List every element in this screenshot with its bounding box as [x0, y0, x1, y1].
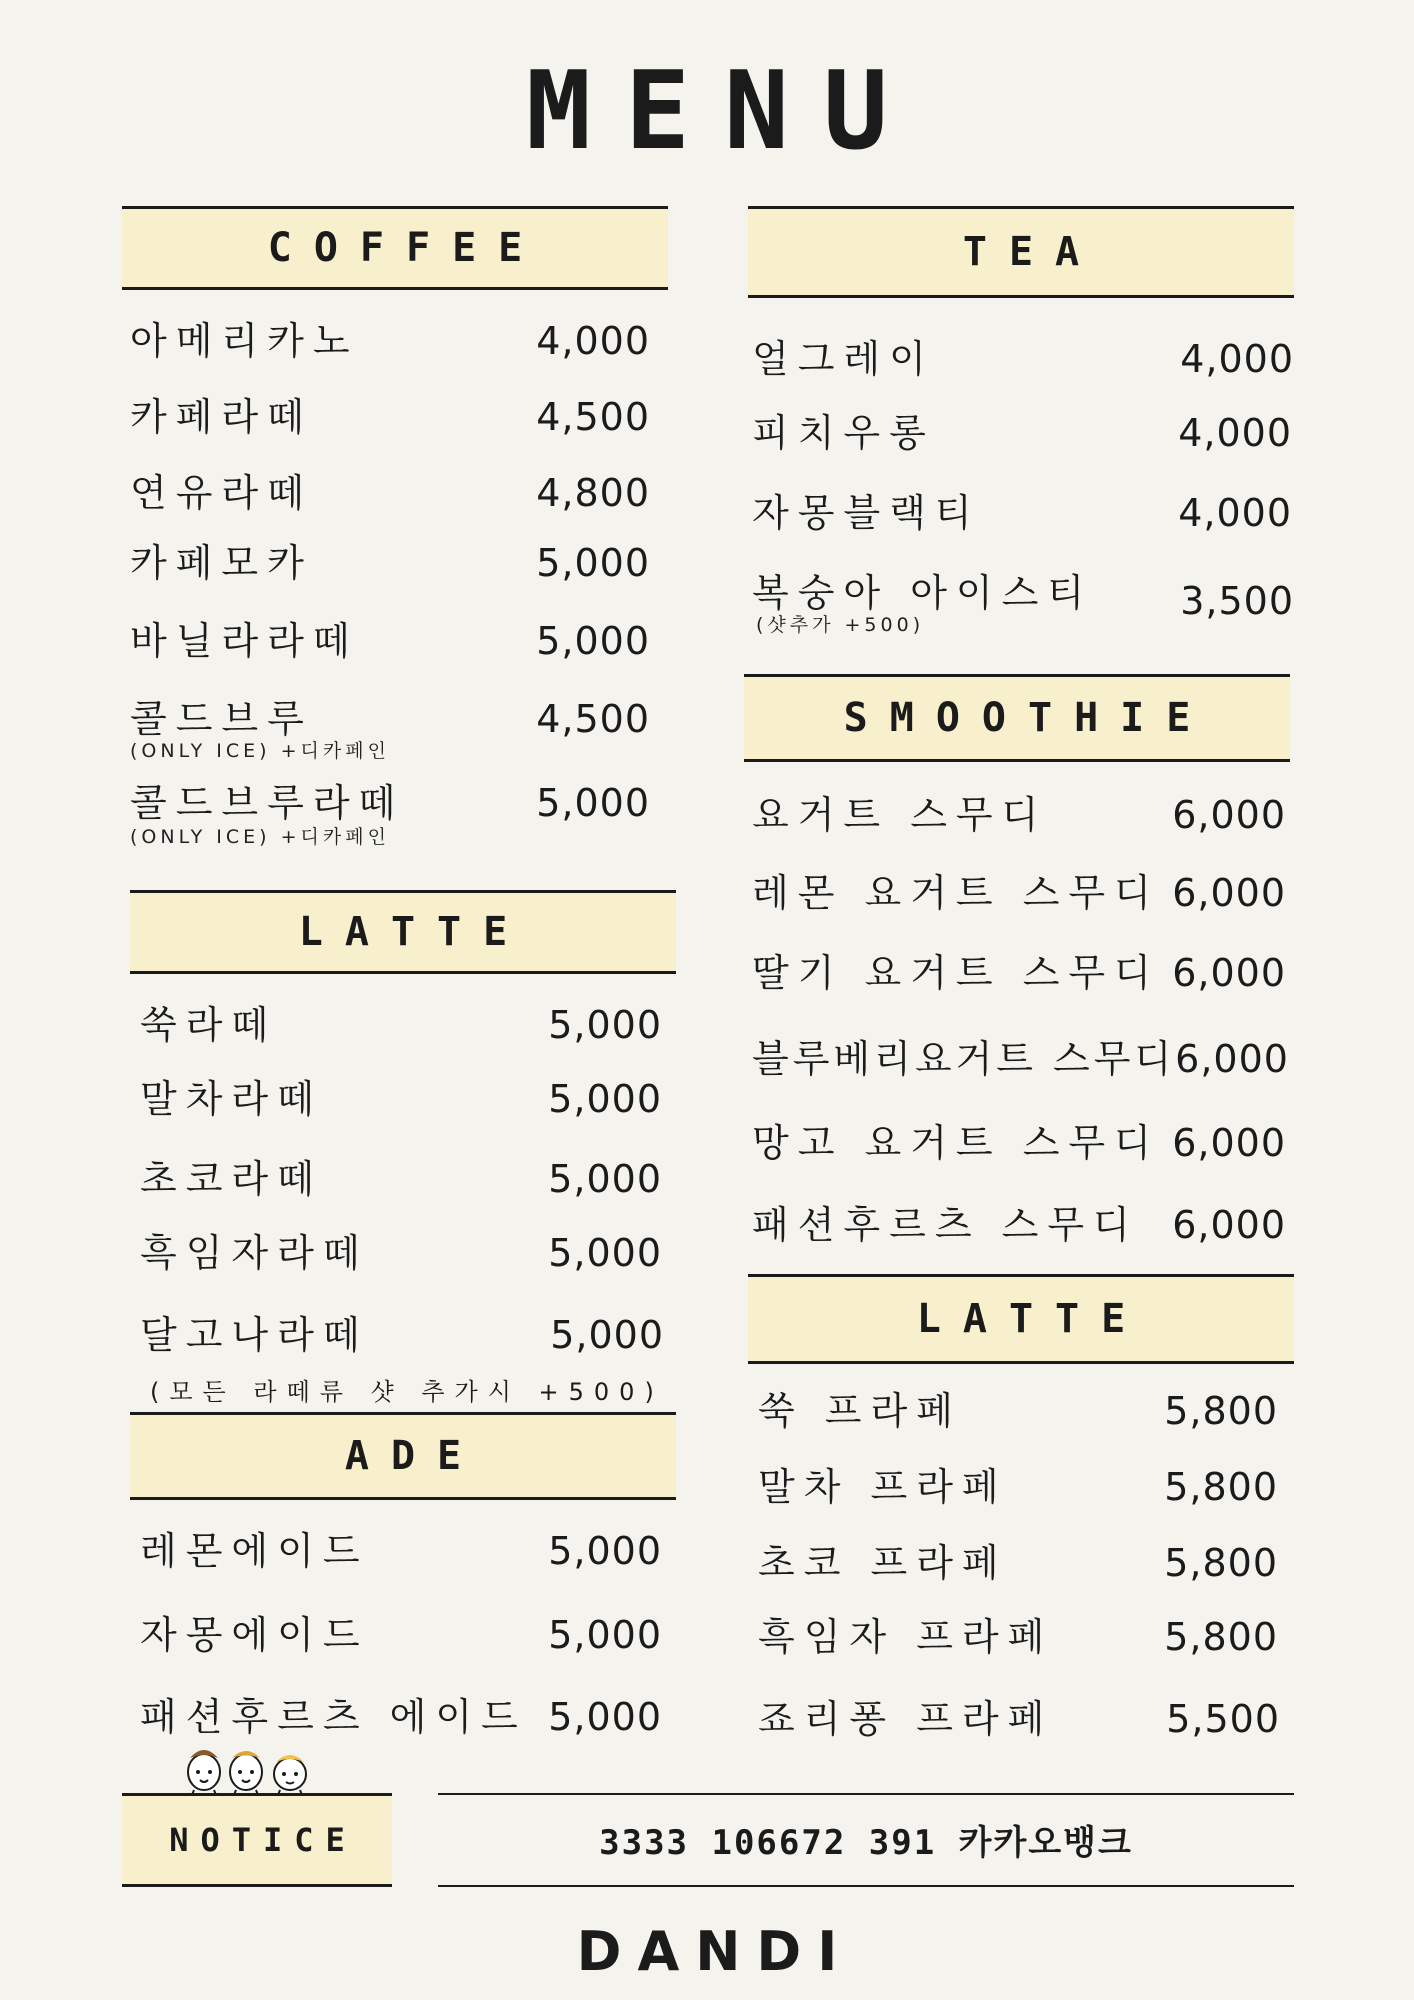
- item-name: 흑임자라떼: [140, 1231, 369, 1275]
- item-name: 죠리퐁 프라페: [758, 1697, 1054, 1741]
- item-price: 3,500: [1180, 579, 1294, 623]
- item-price: 5,500: [1166, 1697, 1280, 1741]
- divider: [438, 1793, 1294, 1795]
- item-price: 6,000: [1175, 1037, 1289, 1081]
- menu-item: [758, 1380, 1278, 1435]
- item-name: 콜드브루: [130, 697, 313, 741]
- menu-item: [758, 1532, 1278, 1587]
- item-price: 5,800: [1164, 1541, 1278, 1585]
- item-name: 카페모카: [130, 541, 313, 585]
- item-price: 4,800: [536, 471, 650, 515]
- menu-item: [130, 610, 650, 665]
- coffee-header-label: COFFEE: [267, 225, 545, 271]
- item-price: 5,800: [1164, 1465, 1278, 1509]
- latte-note: (모든 라떼류 샷 추가시 +500): [150, 1378, 664, 1406]
- item-name: 쑥라떼: [140, 1003, 278, 1047]
- ade-header: [130, 1412, 676, 1500]
- menu-item: [752, 482, 1292, 537]
- menu-item: [130, 688, 650, 743]
- menu-item: [752, 562, 1294, 623]
- item-price: 4,500: [536, 395, 650, 439]
- item-price: 6,000: [1172, 1121, 1286, 1165]
- item-name: 말차라떼: [140, 1077, 323, 1121]
- item-price: 5,000: [548, 1695, 662, 1739]
- menu-item: [752, 862, 1286, 917]
- item-price: 5,000: [536, 781, 650, 825]
- item-price: 5,800: [1164, 1389, 1278, 1433]
- menu-item: [752, 942, 1286, 997]
- menu-item: [758, 1606, 1278, 1661]
- menu-item: [140, 1068, 662, 1123]
- menu-item: [752, 328, 1294, 383]
- item-name: 딸기 요거트 스무디: [752, 951, 1160, 995]
- item-name: 복숭아 아이스티: [752, 571, 1094, 615]
- item-price: 6,000: [1172, 793, 1286, 837]
- item-price: 5,000: [548, 1003, 662, 1047]
- smoothie-header: [744, 674, 1290, 762]
- item-name: 흑임자 프라페: [758, 1615, 1054, 1659]
- item-price: 4,000: [1180, 337, 1294, 381]
- item-name: 요거트 스무디: [752, 793, 1048, 837]
- item-name: 바닐라라떼: [130, 619, 359, 663]
- account-number: 3333 106672 391 카카오뱅크: [599, 1823, 1133, 1863]
- menu-item: [140, 994, 662, 1049]
- item-price: 5,000: [536, 541, 650, 585]
- item-name: 쑥 프라페: [758, 1389, 962, 1433]
- coffee-header: [122, 206, 668, 290]
- item-name: 아메리카노: [130, 319, 359, 363]
- item-price: 5,000: [548, 1157, 662, 1201]
- menu-item: [758, 1688, 1280, 1743]
- tea-header: [748, 206, 1294, 298]
- item-name: 연유라떼: [130, 471, 313, 515]
- frappe-header-label: LATTE: [916, 1296, 1148, 1342]
- notice-box: [122, 1793, 392, 1887]
- item-name: 달고나라떼: [140, 1313, 369, 1357]
- item-name: 패션후르츠 에이드: [140, 1695, 527, 1739]
- item-name: 블루베리요거트 스무디: [752, 1037, 1176, 1081]
- latte-header: [130, 890, 676, 974]
- item-name: 망고 요거트 스무디: [752, 1121, 1160, 1165]
- item-price: 5,800: [1164, 1615, 1278, 1659]
- frappe-header: [748, 1274, 1294, 1364]
- menu-item: [130, 310, 650, 365]
- menu-item: [140, 1222, 662, 1277]
- menu-item: [752, 1028, 1289, 1083]
- menu-item: [140, 1604, 662, 1659]
- brand-logo: DANDI: [576, 1920, 854, 1983]
- menu-item: [752, 402, 1292, 457]
- menu-item: [140, 1148, 662, 1203]
- item-note: (ONLY ICE) +디카페인: [130, 826, 390, 848]
- smoothie-header-label: SMOOTHIE: [843, 695, 1213, 741]
- menu-item: [758, 1456, 1278, 1511]
- item-price: 6,000: [1172, 1203, 1286, 1247]
- item-price: 5,000: [548, 1231, 662, 1275]
- item-name: 레몬에이드: [140, 1529, 369, 1573]
- item-price: 4,000: [1178, 491, 1292, 535]
- menu-item: [752, 1112, 1286, 1167]
- item-name: 레몬 요거트 스무디: [752, 871, 1160, 915]
- item-price: 5,000: [548, 1077, 662, 1121]
- item-price: 4,000: [536, 319, 650, 363]
- item-name: 자몽블랙티: [752, 491, 981, 535]
- menu-item: [130, 532, 650, 587]
- notice-label: NOTICE: [169, 1821, 357, 1859]
- menu-item: [752, 1194, 1286, 1249]
- tea-header-label: TEA: [962, 229, 1102, 275]
- item-name: 콜드브루라떼: [130, 781, 405, 825]
- item-note: (ONLY ICE) +디카페인: [130, 740, 390, 762]
- item-name: 얼그레이: [752, 337, 935, 381]
- item-price: 5,000: [548, 1613, 662, 1657]
- menu-title: MENU: [525, 49, 923, 174]
- item-name: 초코라떼: [140, 1157, 323, 1201]
- item-name: 말차 프라페: [758, 1465, 1008, 1509]
- menu-item: [140, 1304, 664, 1359]
- menu-item: [130, 462, 650, 517]
- item-price: 5,000: [548, 1529, 662, 1573]
- item-price: 4,000: [1178, 411, 1292, 455]
- item-note: (샷추가 +500): [756, 614, 925, 636]
- item-name: 초코 프라페: [758, 1541, 1008, 1585]
- menu-item: [130, 386, 650, 441]
- item-name: 패션후르츠 스무디: [752, 1203, 1139, 1247]
- menu-item: [140, 1520, 662, 1575]
- menu-item: [752, 784, 1286, 839]
- item-price: 5,000: [536, 619, 650, 663]
- item-name: 피치우롱: [752, 411, 935, 455]
- item-price: 6,000: [1172, 951, 1286, 995]
- mascot-icon: [182, 1738, 322, 1796]
- item-price: 4,500: [536, 697, 650, 741]
- latte-header-label: LATTE: [298, 909, 530, 955]
- divider: [438, 1885, 1294, 1887]
- item-name: 카페라떼: [130, 395, 313, 439]
- item-price: 6,000: [1172, 871, 1286, 915]
- item-price: 5,000: [550, 1313, 664, 1357]
- item-name: 자몽에이드: [140, 1613, 369, 1657]
- ade-header-label: ADE: [344, 1433, 484, 1479]
- menu-item: [140, 1686, 662, 1741]
- menu-item: [130, 772, 650, 827]
